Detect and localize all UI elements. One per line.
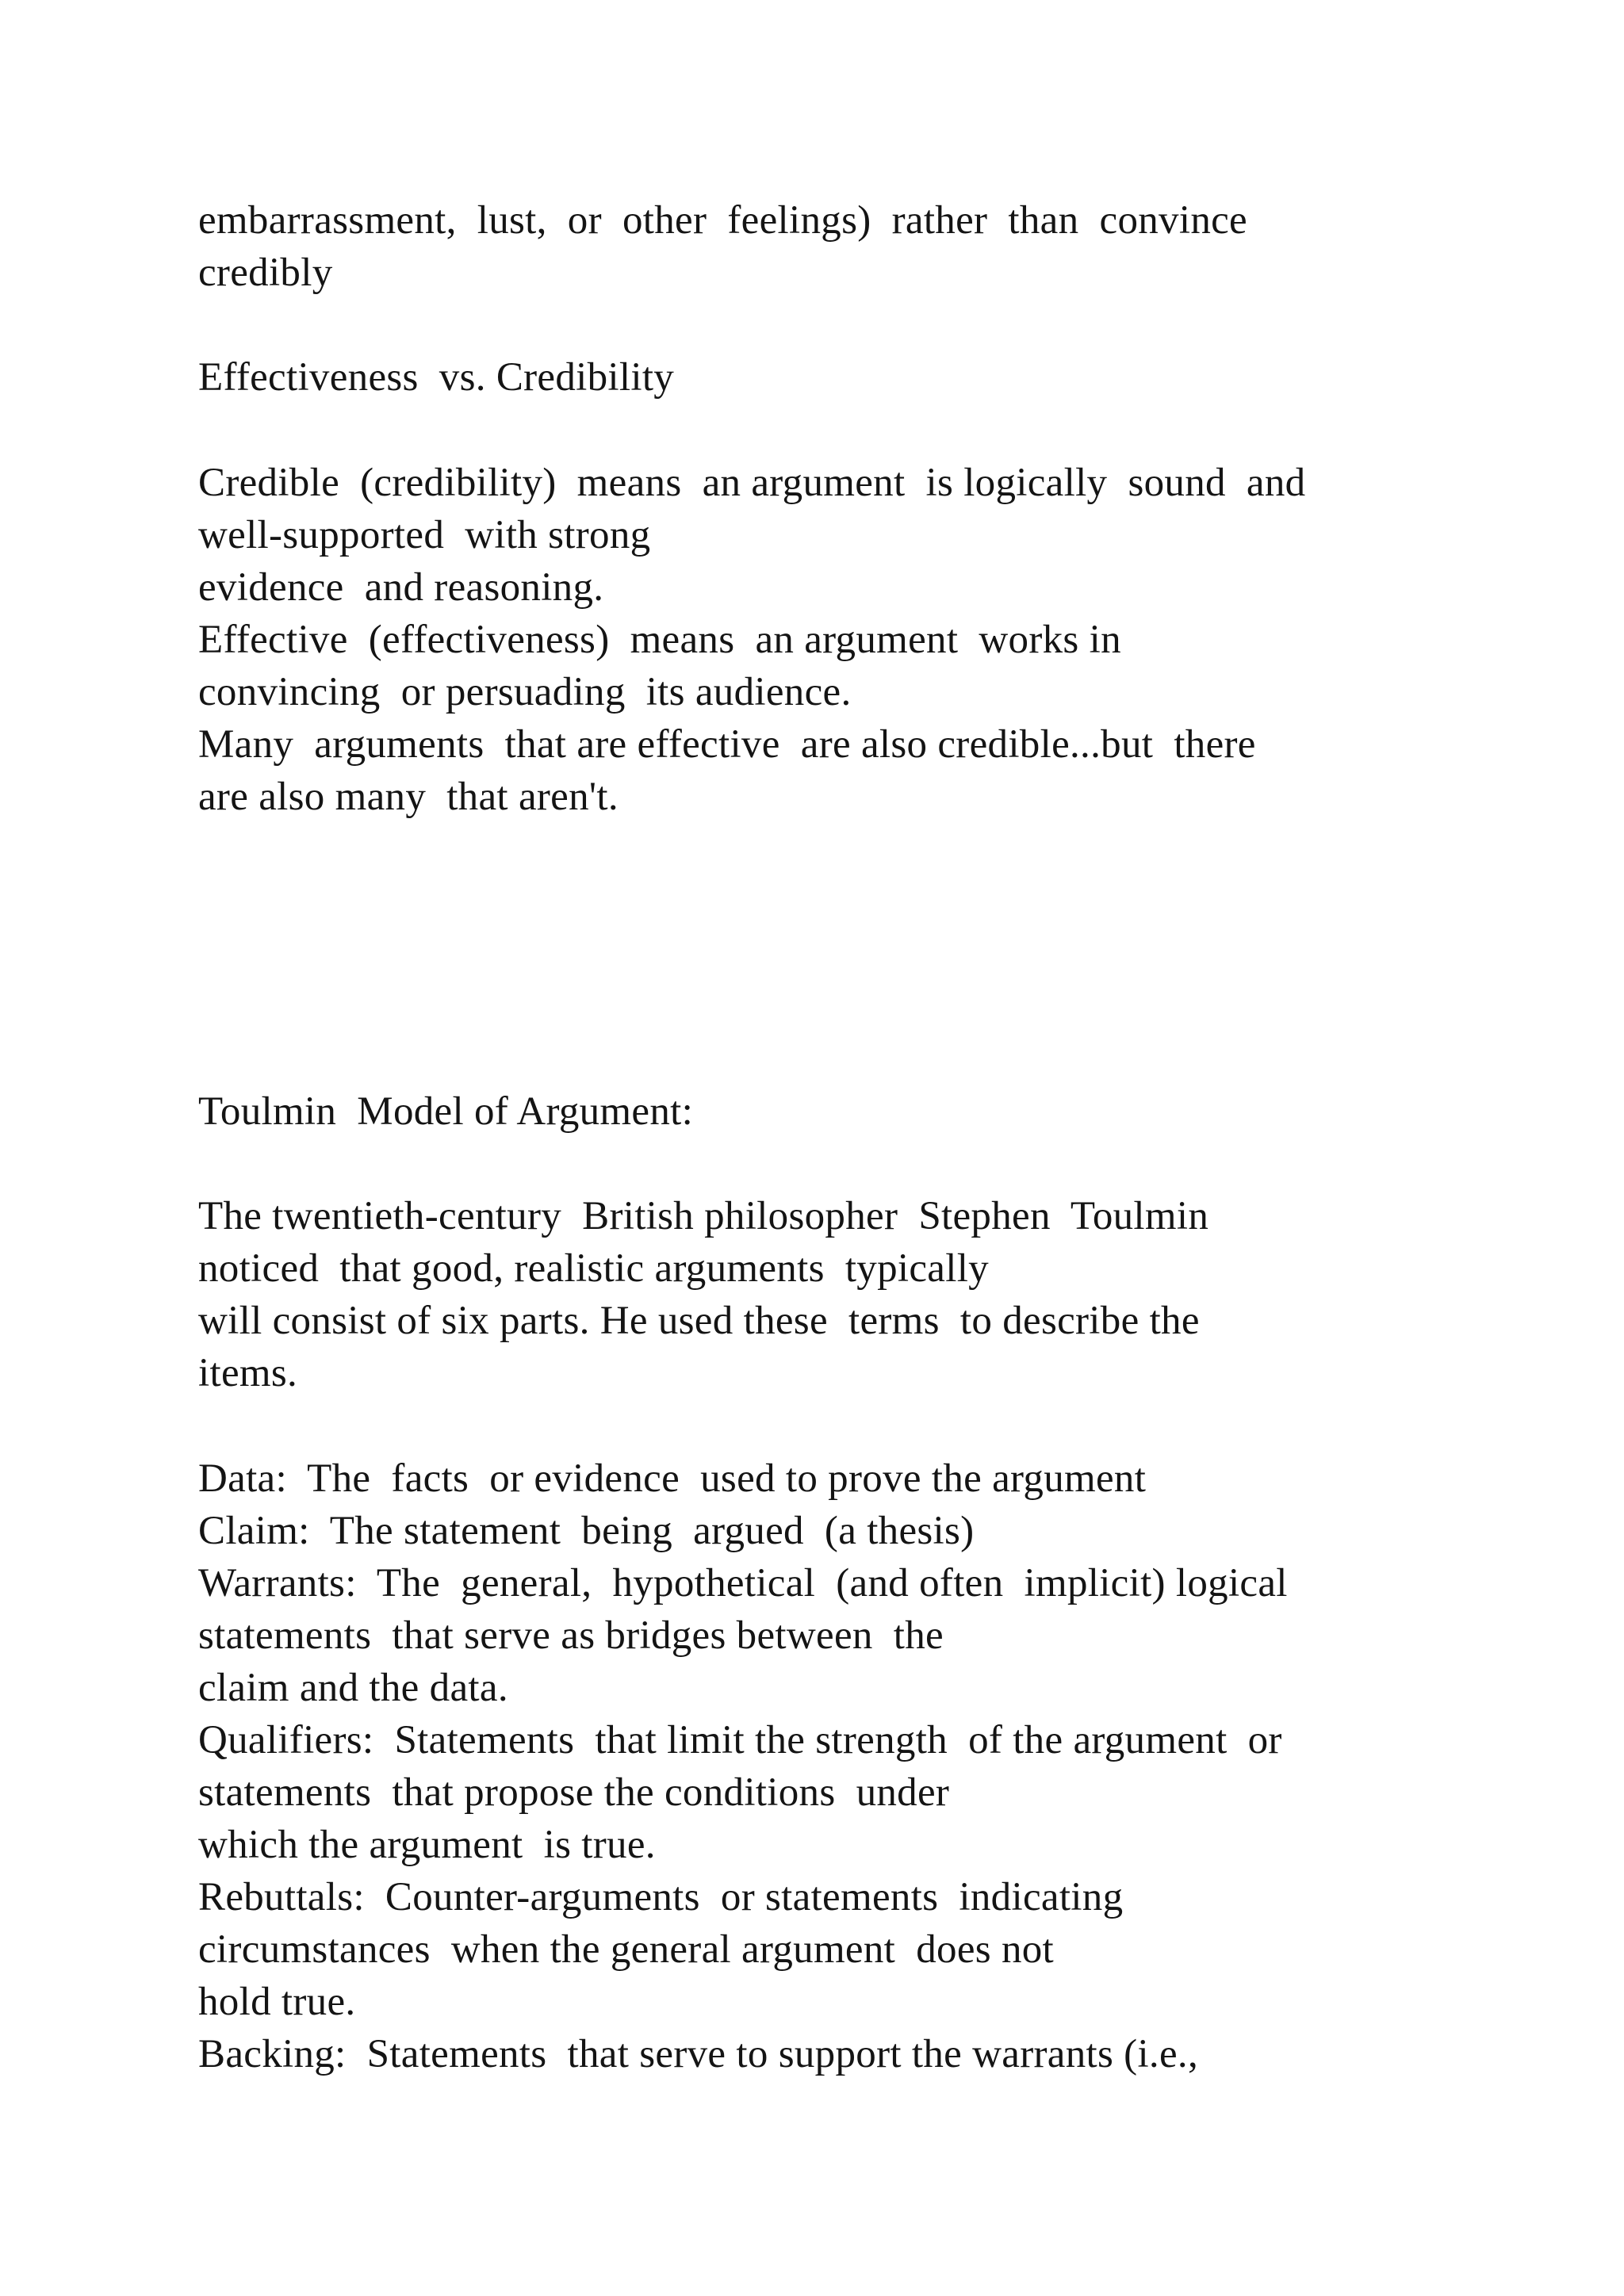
text-line: claim and the data. [198, 1666, 508, 1710]
section-heading: Toulmin Model of Argument: [198, 1089, 694, 1134]
text-line: will consist of six parts. He used these terms to describe the [198, 1299, 1200, 1343]
text-line: well-supported with strong [198, 513, 651, 557]
definition-claim: Claim: The statement being argued (a thesis) [198, 1509, 975, 1553]
text-line: items. [198, 1351, 298, 1395]
text-line: statements that propose the conditions under [198, 1770, 950, 1815]
text-line: Many arguments that are effective are also credible...but there [198, 722, 1256, 767]
section-heading: Effectiveness vs. Credibility [198, 355, 675, 400]
text-line: circumstances when the general argument does not [198, 1927, 1055, 1972]
definition-rebuttals: Rebuttals: Counter-arguments or statements indicating [198, 1875, 1124, 1919]
text-line: embarrassment, lust, or other feelings) rather than convince [198, 198, 1247, 243]
text-line: are also many that aren't. [198, 775, 619, 819]
definition-warrants: Warrants: The general, hypothetical (and often implicit) logical [198, 1561, 1288, 1605]
text-line: Credible (credibility) means an argument is logically sound and [198, 461, 1306, 505]
text-line: hold true. [198, 1980, 356, 2024]
definition-qualifiers: Qualifiers: Statements that limit the strength of the argument or [198, 1718, 1282, 1762]
text-line: evidence and reasoning. [198, 565, 604, 610]
text-line: convincing or persuading its audience. [198, 670, 852, 714]
text-line: credibly [198, 251, 333, 295]
text-line: statements that serve as bridges between the [198, 1613, 944, 1658]
definition-backing: Backing: Statements that serve to support the warrants (i.e., [198, 2032, 1199, 2076]
definition-data: Data: The facts or evidence used to prove the argument [198, 1456, 1147, 1501]
text-line: Effective (effectiveness) means an argument works in [198, 618, 1121, 662]
text-line: The twentieth-century British philosopher Stephen Toulmin [198, 1194, 1209, 1238]
text-line: which the argument is true. [198, 1823, 656, 1867]
text-line: noticed that good, realistic arguments typically [198, 1246, 989, 1291]
